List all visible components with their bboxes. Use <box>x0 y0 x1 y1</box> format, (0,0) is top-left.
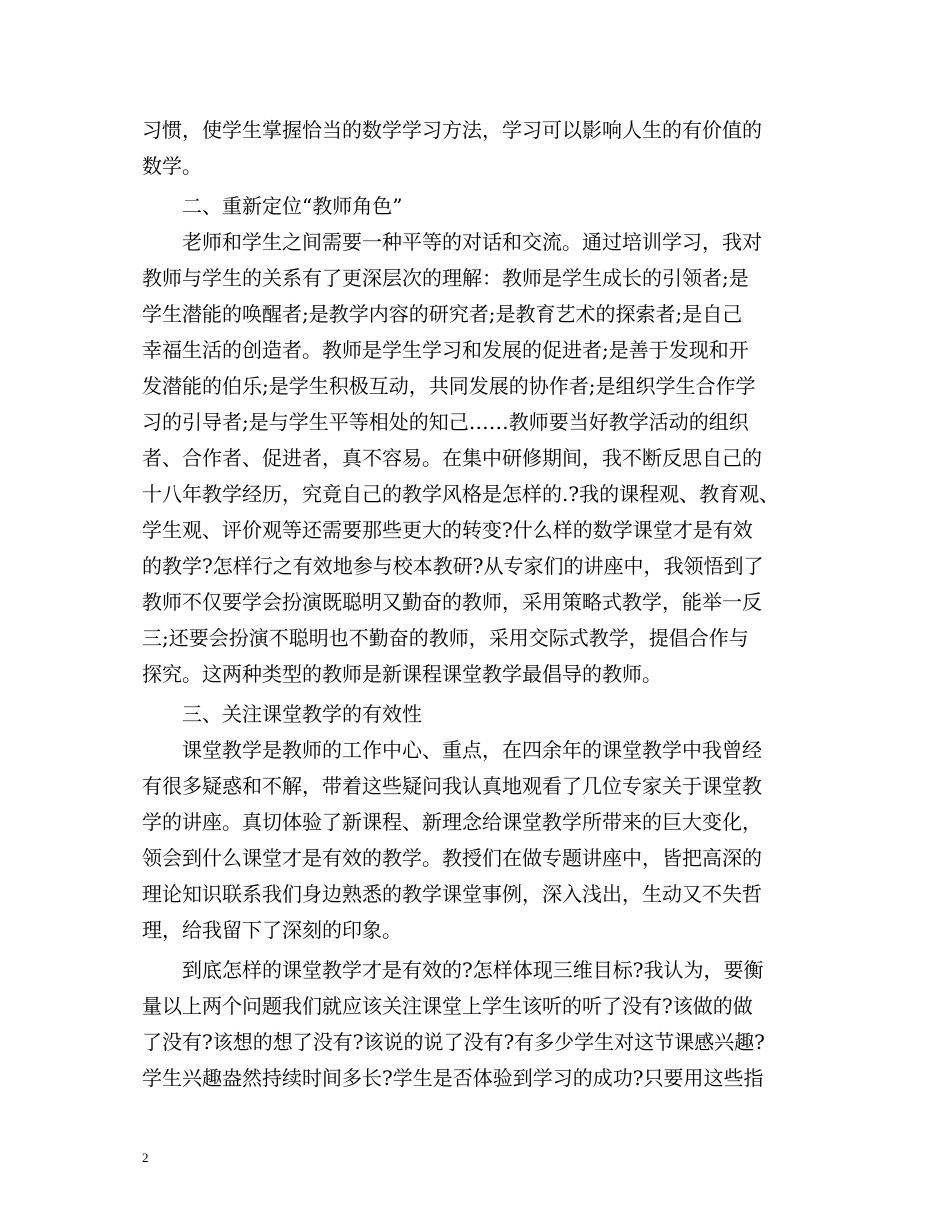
text-line: 教师不仅要学会扮演既聪明又勤奋的教师，采用策略式教学，能举一反 <box>142 590 762 614</box>
text-line: 的教学?怎样行之有效地参与校本教研?从专家们的讲座中，我领悟到了 <box>142 554 764 578</box>
text-line: 学生兴趣盎然持续时间多长?学生是否体验到学习的成功?只要用这些指 <box>142 1066 764 1090</box>
text-line: 发潜能的伯乐;是学生积极互动，共同发展的协作者;是组织学生合作学 <box>142 374 756 398</box>
text-line: 了没有?该想的想了没有?该说的说了没有?有多少学生对这节课感兴趣? <box>142 1030 765 1054</box>
section-heading: 三、关注课堂教学的有效性 <box>182 702 422 726</box>
text-line: 十八年教学经历，究竟自己的教学风格是怎样的.?我的课程观、教育观、 <box>142 482 780 506</box>
text-line: 习惯，使学生掌握恰当的数学学习方法，学习可以影响人生的有价值的 <box>142 118 762 142</box>
body-text <box>142 112 814 1096</box>
paragraph-first-line: 到底怎样的课堂教学才是有效的?怎样体现三维目标?我认为，要衡 <box>182 958 764 982</box>
text-line: 量以上两个问题我们就应该关注课堂上学生该听的听了没有?该做的做 <box>142 994 753 1018</box>
text-line: 教师与学生的关系有了更深层次的理解：教师是学生成长的引领者;是 <box>142 266 749 290</box>
text-line: 学的讲座。真切体验了新课程、新理念给课堂教学所带来的巨大变化， <box>142 810 762 834</box>
text-line: 者、合作者、促进者，真不容易。在集中研修期间，我不断反思自己的 <box>142 446 762 470</box>
text-line: 领会到什么课堂才是有效的教学。教授们在做专题讲座中，皆把高深的 <box>142 846 762 870</box>
text-line: 理，给我留下了深刻的印象。 <box>142 918 402 942</box>
text-line: 探究。这两种类型的教师是新课程课堂教学最倡导的教师。 <box>142 662 662 686</box>
text-line: 三;还要会扮演不聪明也不勤奋的教师，采用交际式教学，提倡合作与 <box>142 626 749 650</box>
paragraph-first-line: 课堂教学是教师的工作中心、重点，在四余年的课堂教学中我曾经 <box>182 738 762 762</box>
text-line: 幸福生活的创造者。教师是学生学习和发展的促进者;是善于发现和开 <box>142 338 749 362</box>
text-line: 习的引导者;是与学生平等相处的知己……教师要当好教学活动的组织 <box>142 410 749 434</box>
paragraph-first-line: 老师和学生之间需要一种平等的对话和交流。通过培训学习，我对 <box>182 230 762 254</box>
section-heading: 二、重新定位“教师角色” <box>182 194 403 218</box>
text-line: 有很多疑惑和不解，带着这些疑问我认真地观看了几位专家关于课堂教 <box>142 774 762 798</box>
text-line: 学生潜能的唤醒者;是教学内容的研究者;是教育艺术的探索者;是自己 <box>142 302 743 326</box>
text-line: 理论知识联系我们身边熟悉的教学课堂事例，深入浅出，生动又不失哲 <box>142 882 762 906</box>
page-number: 2 <box>142 1150 149 1165</box>
text-line: 学生观、评价观等还需要那些更大的转变?什么样的数学课堂才是有效 <box>142 518 753 542</box>
text-line: 数学。 <box>142 154 202 178</box>
